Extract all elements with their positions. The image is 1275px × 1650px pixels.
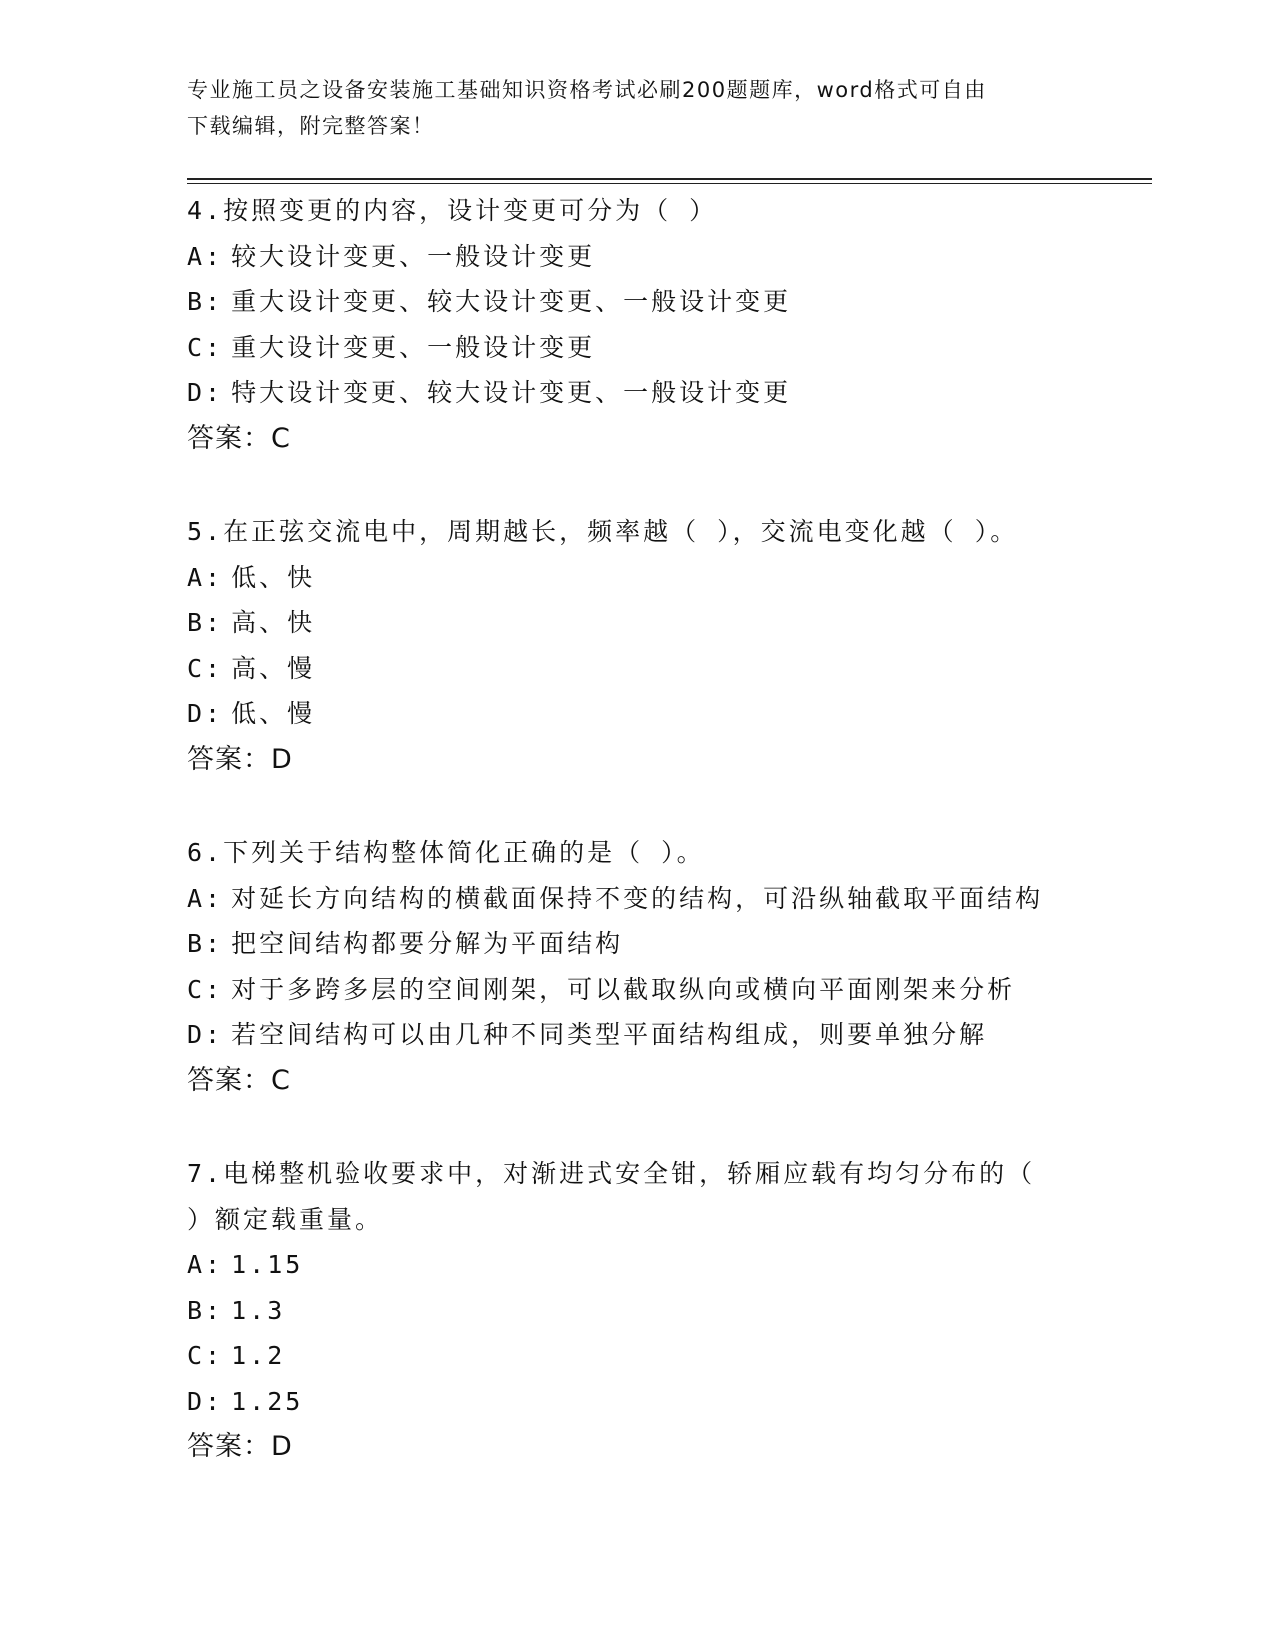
option-letter: D: — [187, 699, 224, 728]
option-b — [187, 1288, 1147, 1334]
answer-value: D — [271, 743, 293, 775]
option-text: 低、快 — [231, 562, 316, 592]
answer-label: 答案： — [187, 1431, 271, 1462]
answer-value: D — [271, 1431, 293, 1462]
answer-value: C — [271, 1064, 291, 1096]
option-text: 高、慢 — [231, 653, 316, 683]
answer-label: 答案： — [187, 743, 271, 775]
header-rule-thin — [187, 183, 1152, 184]
answer-label: 答案： — [187, 1064, 271, 1096]
answer-value: C — [271, 422, 291, 454]
option-text: 对延长方向结构的横截面保持不变的结构，可沿纵轴截取平面结构 — [231, 883, 1044, 913]
question-stem: 4.按照变更的内容，设计变更可分为（ ） — [187, 196, 718, 225]
option-c — [187, 325, 1147, 371]
option-d — [187, 691, 1147, 737]
option-text: 高、快 — [231, 608, 316, 637]
answer-line — [187, 737, 1147, 783]
question-6 — [187, 830, 1147, 1103]
question-stem: 5.在正弦交流电中，周期越长，频率越（ ），交流电变化越（ ）。 — [187, 517, 1019, 546]
option-text: 重大设计变更、较大设计变更、一般设计变更 — [231, 287, 792, 316]
option-letter: B: — [187, 287, 224, 316]
answer-label: 答案： — [187, 422, 271, 454]
option-letter: B: — [187, 929, 224, 958]
option-text: 1.15 — [231, 1250, 304, 1279]
document-header — [187, 72, 1067, 144]
option-letter: C: — [187, 653, 224, 683]
option-d — [187, 370, 1147, 416]
option-letter: C: — [187, 332, 224, 362]
question-list — [187, 188, 1147, 1470]
answer-line — [187, 416, 1147, 462]
option-text: 较大设计变更、一般设计变更 — [231, 241, 596, 271]
option-letter: A: — [187, 562, 224, 592]
answer-line — [187, 1424, 1147, 1470]
option-letter: A: — [187, 241, 224, 271]
option-c — [187, 967, 1147, 1013]
option-letter: A: — [187, 883, 224, 913]
question-4 — [187, 188, 1147, 461]
option-letter: D: — [187, 378, 224, 407]
option-letter: C: — [187, 974, 224, 1004]
option-a — [187, 555, 1147, 601]
option-a — [187, 876, 1147, 922]
option-text: 1.25 — [231, 1386, 304, 1416]
option-b — [187, 600, 1147, 646]
option-text: 重大设计变更、一般设计变更 — [231, 332, 596, 362]
question-stem-line-2: ）额定载重量。 — [187, 1204, 384, 1234]
option-c — [187, 646, 1147, 692]
option-b — [187, 921, 1147, 967]
option-text: 1.2 — [231, 1341, 286, 1370]
question-7 — [187, 1151, 1147, 1470]
header-line-1: 专业施工员之设备安装施工基础知识资格考试必刷200题题库，word格式可自由 — [187, 78, 987, 102]
option-letter: D: — [187, 1020, 224, 1049]
option-letter: B: — [187, 608, 224, 637]
option-b — [187, 279, 1147, 325]
option-text: 若空间结构可以由几种不同类型平面结构组成，则要单独分解 — [231, 1020, 988, 1049]
option-letter: D: — [187, 1386, 224, 1416]
option-text: 特大设计变更、较大设计变更、一般设计变更 — [231, 378, 792, 407]
question-stem-line-1: 7.电梯整机验收要求中，对渐进式安全钳，轿厢应载有均匀分布的（ — [187, 1159, 1036, 1188]
option-c — [187, 1333, 1147, 1379]
option-a — [187, 1242, 1147, 1288]
header-line-2: 下载编辑，附完整答案！ — [187, 114, 435, 138]
option-letter: B: — [187, 1295, 224, 1325]
option-a — [187, 234, 1147, 280]
header-rule-thick — [187, 178, 1152, 180]
option-letter: C: — [187, 1341, 224, 1370]
question-stem: 6.下列关于结构整体简化正确的是（ ）。 — [187, 838, 705, 867]
option-letter: A: — [187, 1250, 224, 1279]
option-text: 低、慢 — [231, 699, 316, 728]
option-text: 对于多跨多层的空间刚架，可以截取纵向或横向平面刚架来分析 — [231, 974, 1016, 1004]
option-d — [187, 1012, 1147, 1058]
question-5 — [187, 509, 1147, 782]
option-d — [187, 1379, 1147, 1425]
option-text: 把空间结构都要分解为平面结构 — [231, 929, 624, 958]
option-text: 1.3 — [231, 1295, 286, 1325]
answer-line — [187, 1058, 1147, 1104]
